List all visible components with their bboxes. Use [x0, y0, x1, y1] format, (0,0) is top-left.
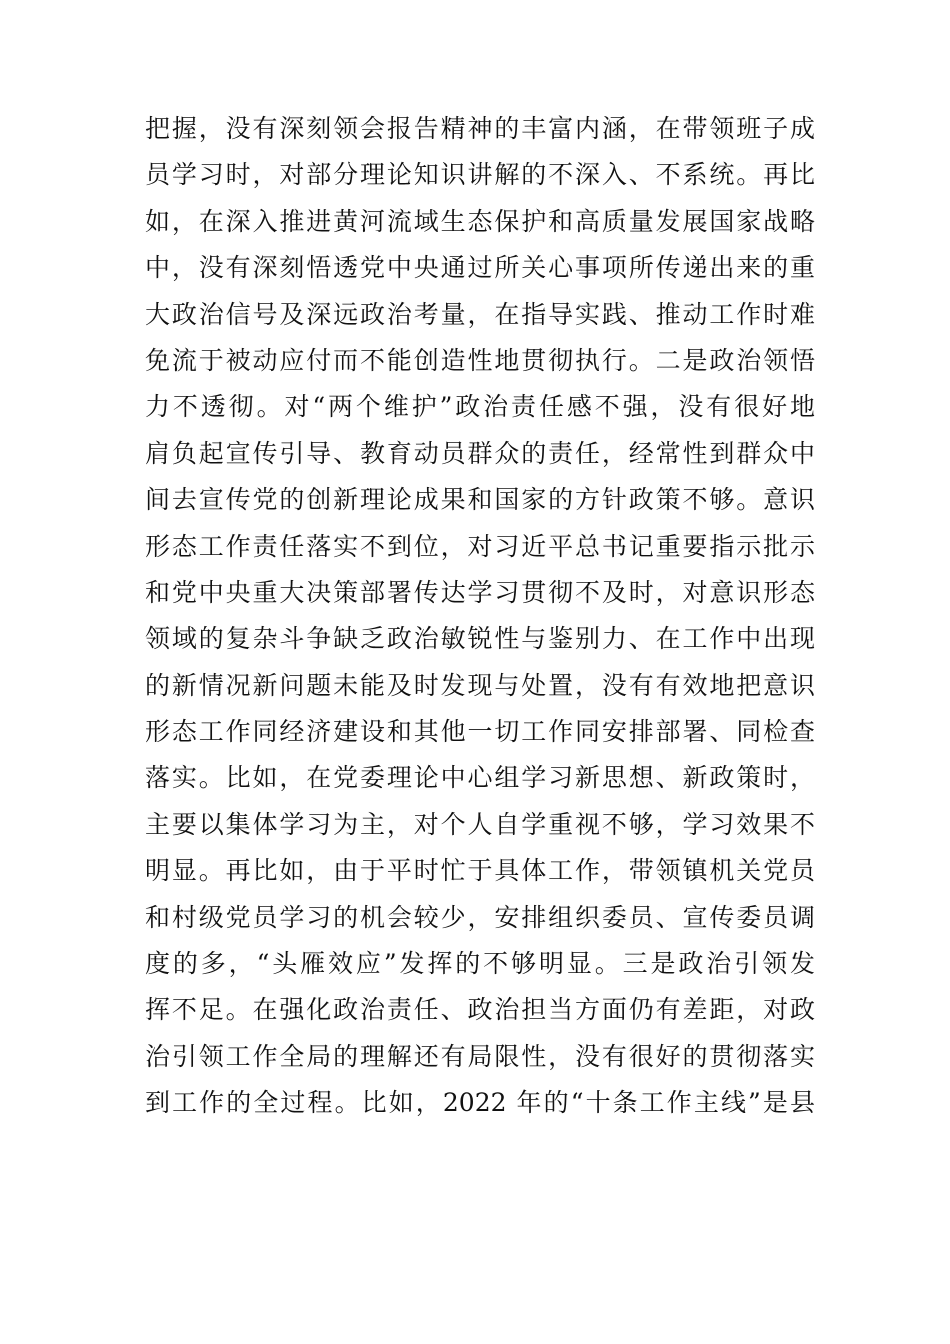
text-line: 员学习时，对部分理论知识讲解的不深入、不系统。再比: [145, 160, 815, 190]
text-line: 治引领工作全局的理解还有局限性，没有很好的贯彻落实: [145, 1041, 815, 1071]
text-line: 和党中央重大决策部署传达学习贯彻不及时，对意识形态: [145, 577, 815, 607]
text-line: 力不透彻。对“两个维护”政治责任感不强，没有很好地: [145, 392, 815, 422]
text-line: 落实。比如，在党委理论中心组学习新思想、新政策时，: [145, 763, 815, 793]
text-line: 把握，没有深刻领会报告精神的丰富内涵，在带领班子成: [145, 114, 815, 143]
text-line: 到工作的全过程。比如，2022 年的“十条工作主线”是县: [145, 1088, 815, 1118]
text-line: 和村级党员学习的机会较少，安排组织委员、宣传委员调: [145, 902, 815, 932]
text-line: 免流于被动应付而不能创造性地贯彻执行。二是政治领悟: [145, 345, 815, 375]
text-line: 中，没有深刻悟透党中央通过所关心事项所传递出来的重: [145, 253, 815, 283]
text-line: 形态工作责任落实不到位，对习近平总书记重要指示批示: [145, 531, 815, 561]
text-line: 领域的复杂斗争缺乏政治敏锐性与鉴别力、在工作中出现: [145, 624, 815, 654]
text-line: 挥不足。在强化政治责任、政治担当方面仍有差距，对政: [145, 995, 815, 1025]
text-line: 肩负起宣传引导、教育动员群众的责任，经常性到群众中: [145, 438, 815, 468]
body-paragraph: [145, 106, 815, 1127]
text-line: 大政治信号及深远政治考量，在指导实践、推动工作时难: [145, 299, 815, 329]
text-line: 度的多，“头雁效应”发挥的不够明显。三是政治引领发: [145, 949, 815, 979]
text-line: 明显。再比如，由于平时忙于具体工作，带领镇机关党员: [145, 856, 815, 886]
text-line: 的新情况新问题未能及时发现与处置，没有有效地把意识: [145, 670, 815, 700]
text-line: 如，在深入推进黄河流域生态保护和高质量发展国家战略: [145, 206, 815, 236]
text-line: 间去宣传党的创新理论成果和国家的方针政策不够。意识: [145, 485, 815, 515]
text-line: 主要以集体学习为主，对个人自学重视不够，学习效果不: [145, 809, 815, 839]
text-line: 形态工作同经济建设和其他一切工作同安排部署、同检查: [145, 717, 815, 747]
